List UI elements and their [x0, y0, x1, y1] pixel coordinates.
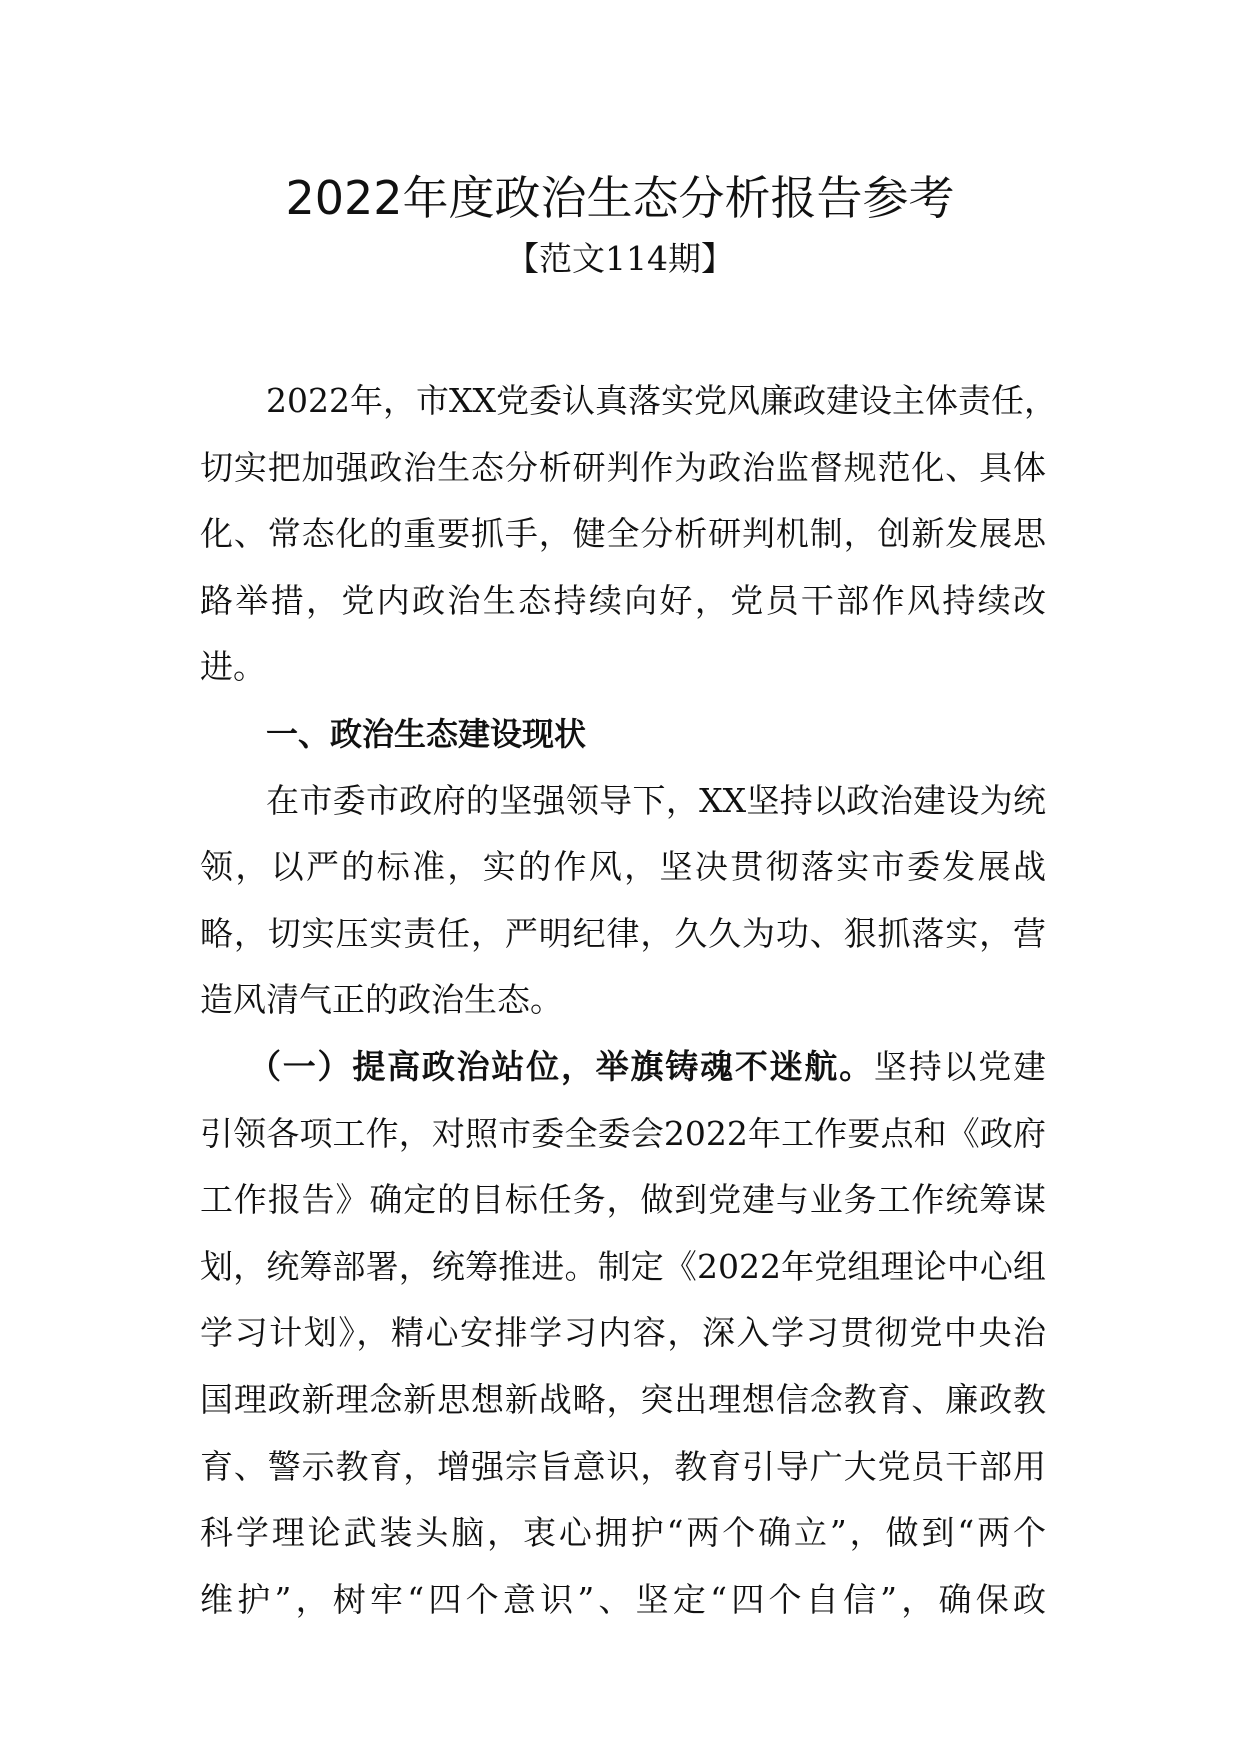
paragraph-1-line-1: 2022年，市XX党委认真落实党风廉政建设主体责任，: [266, 381, 1057, 420]
paragraph-3-line-8: 科学理论武装头脑，衷心拥护“两个确立”，做到“两个: [200, 1513, 1046, 1553]
paragraph-3-line-6: 国理政新理念新思想新战略，突出理想信念教育、廉政教: [200, 1379, 1046, 1419]
document-body: [200, 368, 1057, 1633]
section-heading-1: 一、政治生态建设现状: [266, 714, 587, 753]
paragraph-3-line-1: [200, 1034, 1046, 1101]
document-title: 2022年度政治生态分析报告参考: [285, 171, 955, 225]
paragraph-3-line-7: 育、警示教育，增强宗旨意识，教育引导广大党员干部用: [200, 1446, 1046, 1486]
document-subtitle: 【范文114期】: [506, 239, 734, 278]
paragraph-2-line-3: 略，切实压实责任，严明纪律，久久为功、狠抓落实，营: [200, 913, 1046, 953]
subsection-heading-1: （一）提高政治站位，举旗铸魂不迷航。: [248, 1046, 874, 1086]
paragraph-1-line-2: 切实把加强政治生态分析研判作为政治监督规范化、具体: [200, 447, 1046, 487]
paragraph-3-line-9: 维护”，树牢“四个意识”、坚定“四个自信”，确保政: [200, 1579, 1046, 1619]
paragraph-2-line-2: 领，以严的标准，实的作风，坚决贯彻落实市委发展战: [200, 847, 1046, 887]
paragraph-3-lead-text: 坚持以党建: [873, 1046, 1047, 1086]
paragraph-2-line-4: 造风清气正的政治生态。: [200, 980, 563, 1020]
paragraph-1-line-3: 化、常态化的重要抓手，健全分析研判机制，创新发展思: [200, 514, 1046, 554]
paragraph-3-line-2: 引领各项工作，对照市委全委会2022年工作要点和《政府: [200, 1113, 1046, 1153]
paragraph-1-line-5: 进。: [200, 647, 266, 687]
paragraph-3-line-4: 划，统筹部署，统筹推进。制定《2022年党组理论中心组: [200, 1246, 1046, 1286]
paragraph-3-line-3: 工作报告》确定的目标任务，做到党建与业务工作统筹谋: [200, 1180, 1046, 1220]
paragraph-2-line-1: 在市委市政府的坚强领导下，XX坚持以政治建设为统: [266, 780, 1046, 820]
paragraph-1-line-4: 路举措，党内政治生态持续向好，党员干部作风持续改: [200, 580, 1046, 620]
paragraph-3-line-5: 学习计划》，精心安排学习内容，深入学习贯彻党中央治: [200, 1313, 1046, 1353]
